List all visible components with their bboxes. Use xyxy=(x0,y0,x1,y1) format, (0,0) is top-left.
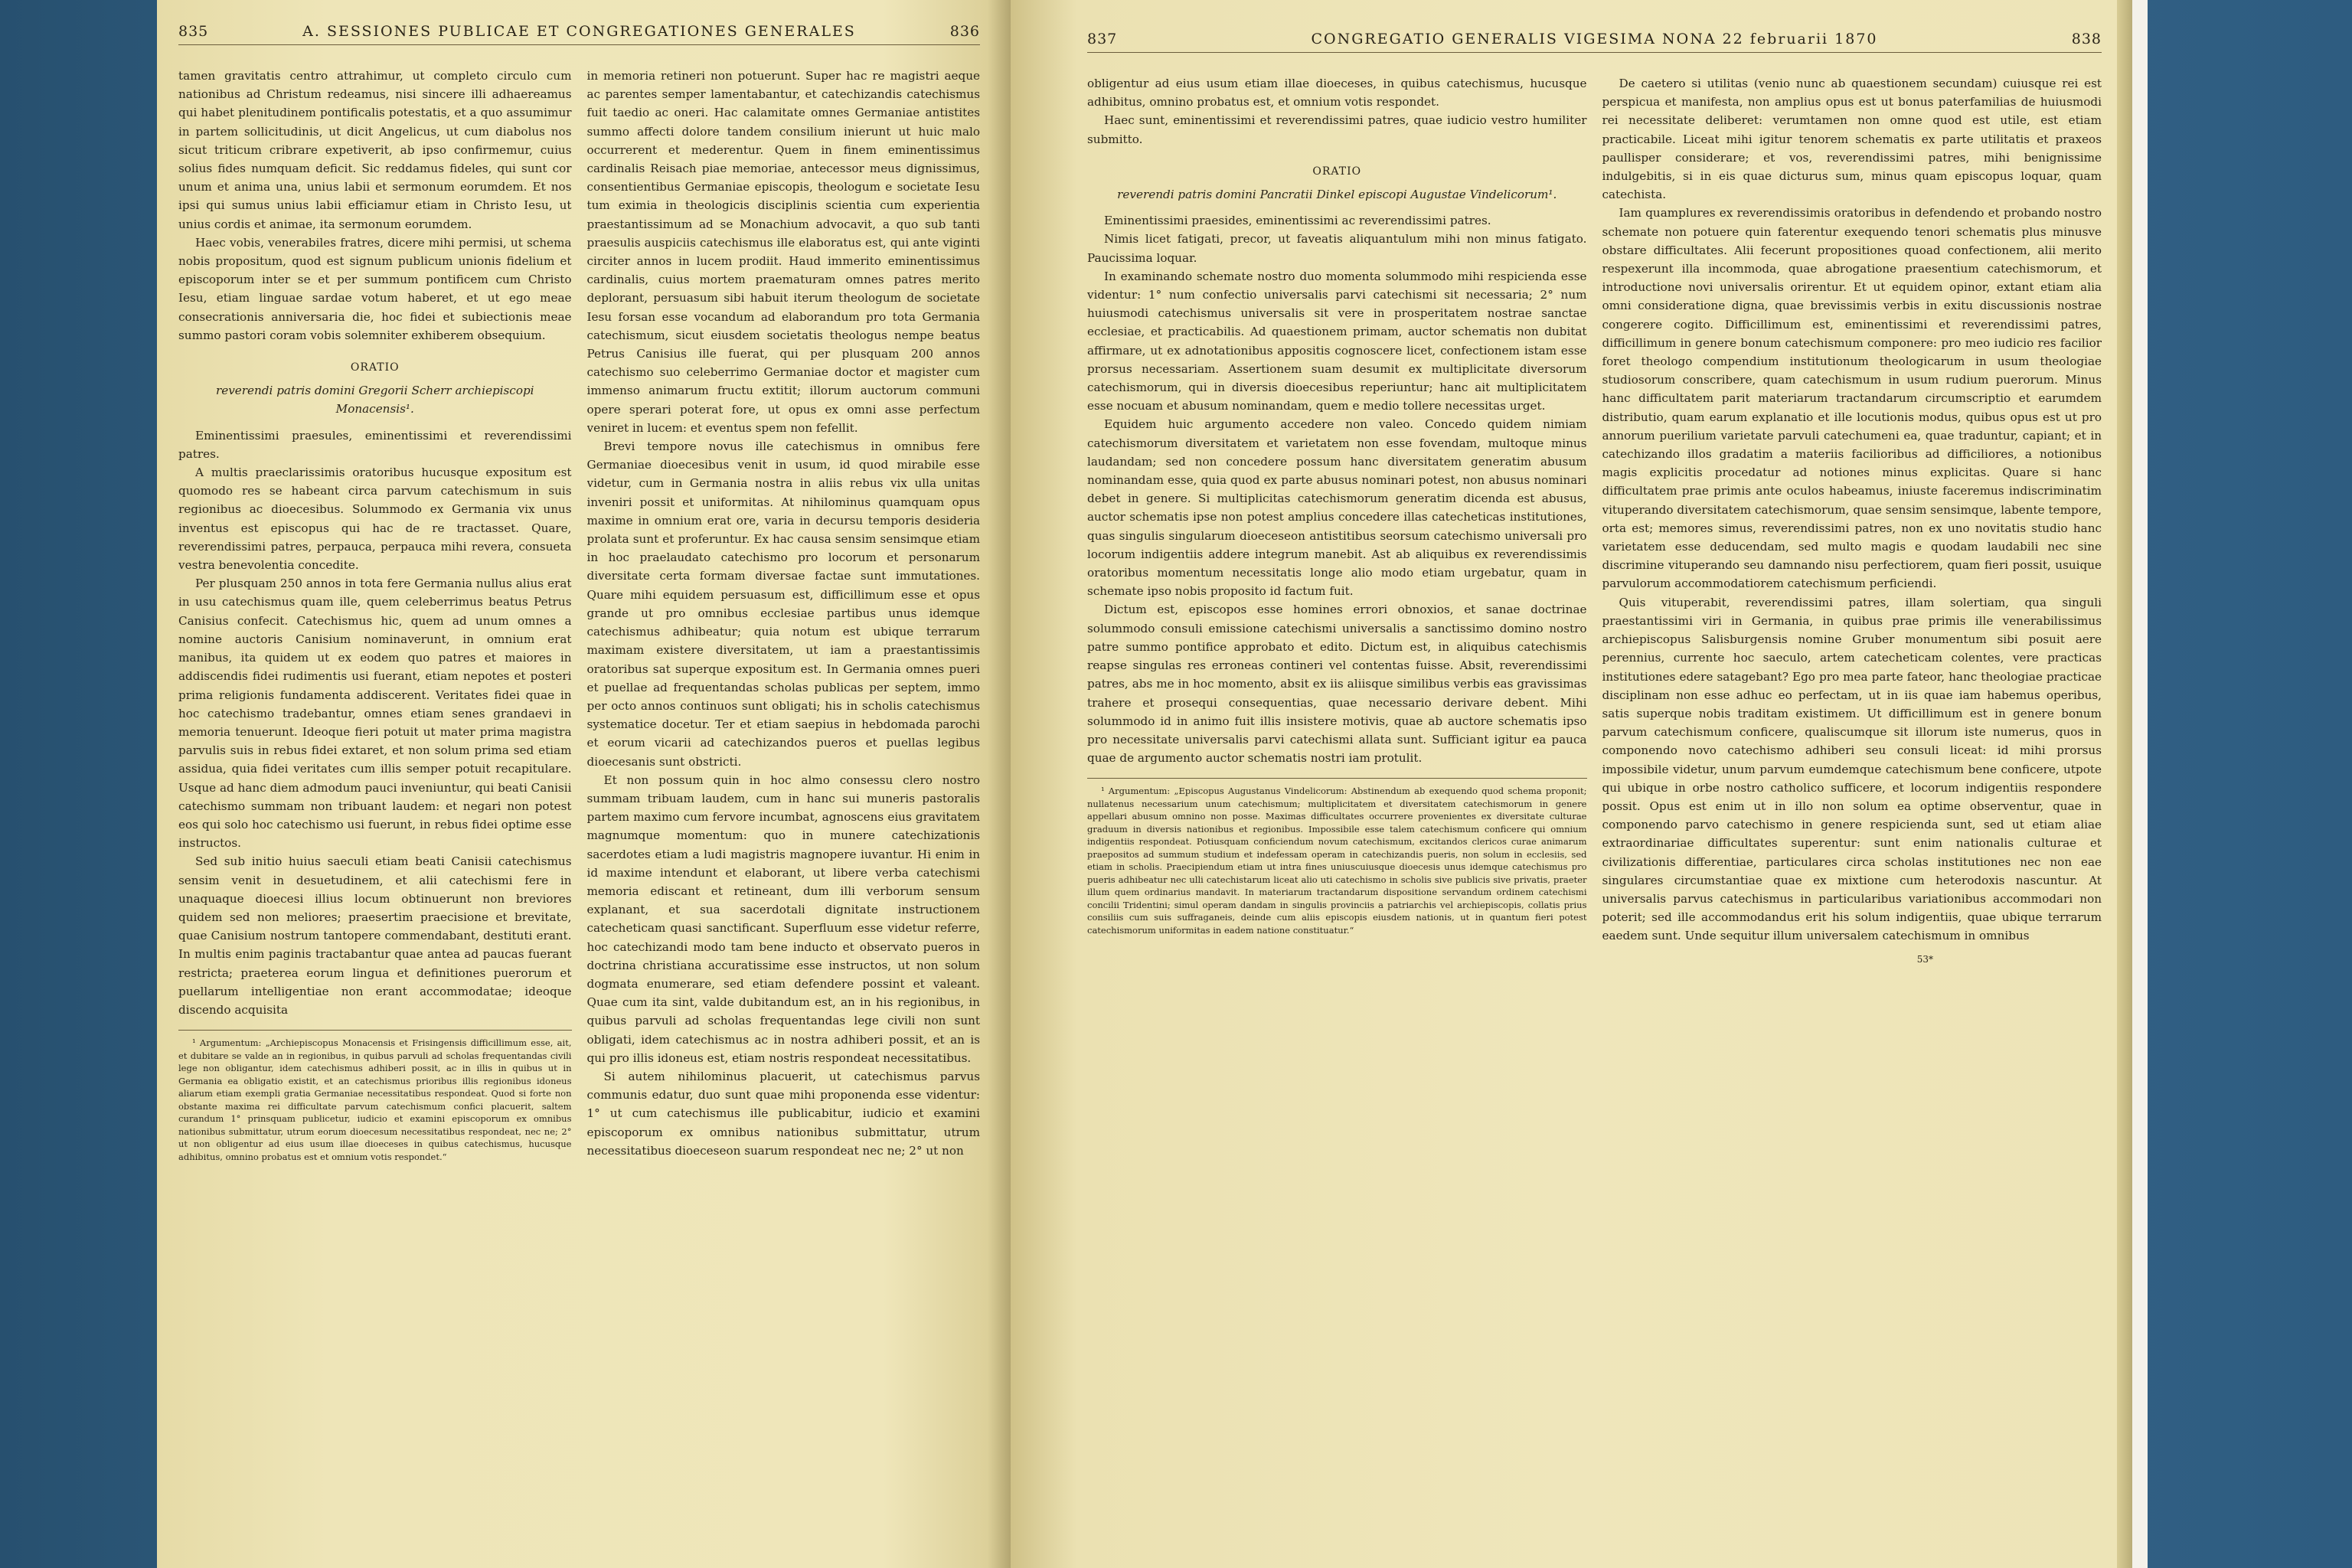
footnote xyxy=(178,1030,572,1163)
paragraph: Sed sub initio huius saeculi etiam beati Canisii catechismus sensim venit in desuetudinem, et alii catechismi fere in unaquaque dioecesi illius locum obtinuerunt non breviores quidem sed non meliores; praesertim praecisione et brevitate, quae Canisium nostrum tantopere commendabant, destituti erant. In multis enim paginis tractabantur quae antea ad paucas fuerant restricta; praeterea eorum lingua et definitiones puerorum et puellarum intelligentiae non erant accommodatae; ideoque discendo acquisita xyxy=(178,854,572,1017)
right-page xyxy=(1011,0,2117,1568)
left-page-header xyxy=(178,23,980,45)
paragraph: tamen gravitatis centro attrahimur, ut completo circulo cum nationibus ad Christum redeamus, nisi sincere illi adhaereamus qui habet plenitudinem pontificalis potestatis, et a quo assumimur in partem sollicitudinis, ut dicit Angelicus, ut cum diabolus nos sicut triticum cribrare expetiverit, ab ipso confirmemur, cuius solius fides numquam deficit. Sic reddamus fideles, qui sunt cor unum et anima una, unius labii et sermonum eorumdem. Et nos ipsi qui sumus unius labii efficiamur etiam in Christo Iesu, ut unius cordis et animae, ita sermonum eorumdem. xyxy=(178,69,572,231)
paragraph: Nimis licet fatigati, precor, ut faveatis aliquantulum mihi non minus fatigato. Paucissima loquar. xyxy=(1087,232,1587,265)
footnote-text: ¹ Argumentum: „Episcopus Augustanus Vindelicorum: Abstinendum ab exequendo quod schema proponit; nullatenus necessarium unum catechismum; multiplicitatem et diversitatem catechismorum in genere appellari abusum omnino non posse. Maximas difficultates occurrere provenientes ex diversitate culturae graduum in diversis nationibus et regionibus. Impossibile esse talem catechismum conficere qui omnium indigentiis respondeat. Potiusquam conficiendum novum catechismum, excitandos clericos curae animarum praepositos ad summum studium et indefessam operam in catechizandis pueris, non solum in ecclesiis, sed etiam in scholis. Praecipiendum etiam ut intra fines uniuscuiusque dioecesis unus idemque catechismus pro pueris adhibeatur nec ulli catechistarum liceat alio uti catechismo in scholis sive publicis sive privatis, praeter illum quem ordinarius mandavit. In materiarum tractandarum dispositione servandum ordinem catechismi concilii Tridentini; simul operam dandam in singulis provinciis a patriarchis vel archiepiscopis, collatis prius consiliis cum suis suffraganeis, deinde cum aliis episcopis eiusdem nationis, ut in quantum fieri potest catechismorum uniformitas in eadem natione constituatur.“ xyxy=(1087,786,1587,936)
paragraph: Si autem nihilominus placuerit, ut catechismus parvus communis edatur, duo sunt quae mihi proponenda esse videntur: 1° ut cum catechismus ille publicabitur, iudicio et examini episcoporum ex omnibus nationibus submittatur, utrum necessitatibus dioeceseon suarum respondeat nec ne; 2° ut non xyxy=(586,1069,980,1158)
paragraph: Quis vituperabit, reverendissimi patres, illam solertiam, qua singuli praestantissimi viri in Germania, in quibus prae primis ille venerabilissimus archiepiscopus Salisburgensis nomine Gruber monumentum sibi posuit aere perennius, currente hoc saeculo, artem catecheticam colentes, vere practicas institutiones edere satagebant? Ego pro mea parte fateor, hanc theologiae practicae disciplinam non esse adhuc eo perfectam, ut in iis quae iam habemus operibus, satis superque nobis traditam existimem. Ut difficillimum est in genere bonum parvum catechismum conficere, qualiscumque sit illorum iste numerus, quos in componendo novo catechismo adhiberi seu consuli liceat: id mihi prorsus impossibile videtur, unum parvum eumdemque catechismum bene conficere, utpote qui ubique in orbe nostro catholico sufficere, et locorum indigentiis respondere possit. Opus est enim ut in illo non solum ea optime observentur, quae in componendo parvo catechismo in genere respicienda sunt, sed ut etiam aliae extraordinariae difficultates superentur: sunt enim nationalis culturae et civilizationis differentiae, particulares circa scholas institutiones nec non eae singulares circumstantiae quae ex mixtione cum heterodoxis nascuntur. At universalis parvus catechismus in particularibus variationibus accommodari non poterit; sed ille accommodandus erit his solum indigentiis, quae ubique terrarum eaedem sunt. Unde sequitur illum universalem catechismum in omnibus xyxy=(1602,595,2102,943)
left-page-columns xyxy=(178,67,980,1537)
right-page-header xyxy=(1087,31,2102,53)
paragraph: Et non possum quin in hoc almo consessu clero nostro summam tribuam laudem, cum in hanc sui muneris pastoralis partem maximo cum fervore incumbat, agnoscens eius gravitatem magnumque momentum: quo in munere catechizationis sacerdotes etiam a ludi magistris magnopere iuvantur. Hi enim in id maxime intendunt et elaborant, ut libere verba catechismi memoria ediscant et retineant, dum illi verborum sensum explanant, et sua sacerdotali dignitate instructionem catecheticam quasi sanctificant. Superfluum esse videtur referre, hoc catechizandi modo tam bene inducto et observato pueros in doctrina christiana accuratissime esse instructos, ut non solum dogmata enumerare, sed etiam defendere possint et valeant. Quae cum ita sint, valde dubitandum est, an in his regionibus, in quibus parvuli ad scholas frequentandas lege civili non sunt obligati, idem catechismus ac in nostra adhiberi possit, et an is qui pro illis idoneus est, etiam nostris respondeat necessitatibus. xyxy=(586,773,980,1065)
page-number-838: 838 xyxy=(2071,31,2102,47)
right-column-1 xyxy=(1087,74,1587,1544)
paper-strip xyxy=(2132,0,2148,1568)
paragraph: Dictum est, episcopos esse homines errori obnoxios, et sanae doctrinae solummodo consuli emissione catechismi universalis a sanctissimo domino nostro patre summo pontifice approbato et edito. Dictum est, in aliquibus catechismis reapse singulas res erroneas contineri vel contentas fuisse. Absit, reverendissimi patres, abs me in hoc momento, absit ex iis aliisque similibus verbis eas gravissimas trahere et prosequi consequentias, quae necessario derivare debent. Mihi solummodo id in animo fuit illis insistere motivis, quae ab auctore schematis ipso pro necessitate universalis parvi catechismi allata sunt. Sufficiant igitur ea pauca quae de argumento auctor schematis nostri iam protulit. xyxy=(1087,603,1587,766)
page-number-835: 835 xyxy=(178,23,209,40)
paragraph: A multis praeclarissimis oratoribus hucusque expositum est quomodo res se habeant circa parvum catechismum in suis regionibus ac dioecesibus. Solummodo ex Germania vix unus inventus est episcopus qui hac de re tractasset. Quare, reverendissimi patres, perpauca, perpauca mihi revera, consueta vestra benevolentia concedite. xyxy=(178,466,572,573)
oratio-speaker: reverendi patris domini Gregorii Scherr archiepiscopi Monacensis¹. xyxy=(215,384,534,416)
left-column-2 xyxy=(587,67,981,1537)
running-title: A. SESSIONES PUBLICAE ET CONGREGATIONES GENERALES xyxy=(302,23,856,40)
signature-mark: 53* xyxy=(1916,953,1933,965)
oratio-heading: ORATIO xyxy=(1312,165,1362,178)
oratio-speaker: reverendi patris domini Pancratii Dinkel episcopi Augustae Vindelicorum¹. xyxy=(1117,188,1557,202)
footnote-text: ¹ Argumentum: „Archiepiscopus Monacensis et Frisingensis difficillimum esse, ait, et dubitare se valde an in regionibus, in quibus parvuli ad scholas frequentandas civili lege non obligantur, idem catechismus adhiberi possit, ac in illis in quibus ut in Germania ea obligatio existit, et an catechismus prioribus illis regionibus idoneus aliarum etiam exempli gratia Germaniae necessitatibus respondeat. Quod si forte non obstante maxima rei difficultate parvum catechismum confici placuerit, saltem curandum 1° prinsquam publicetur, iudicio et examini episcoporum ex omnibus nationibus submittatur, utrum eorum dioecesum necessitatibus respondeat, nec ne; 2° ut non obligentur ad eius usum illae dioeceses in quibus catechismus, hucusque adhibitus, omnino probatus est et omnium votis respondet.“ xyxy=(178,1037,572,1162)
paragraph: Haec sunt, eminentissimi et reverendissimi patres, quae iudicio vestro humiliter submitto. xyxy=(1087,113,1587,146)
paragraph: Brevi tempore novus ille catechismus in omnibus fere Germaniae dioecesibus venit in usum, id quod mirabile esse videtur, cum in Germania nostra in aliis rebus vix ulla unitas inveniri possit et uniformitas. At nihilominus quamquam opus maxime in omnium erat ore, varia in decursu temporis desideria prolata sunt et proferuntur. Ex hac causa sensim sensimque etiam in hoc praelaudato catechismo pro locorum et personarum diversitate certa formam diversae factae sunt immutationes. Quare mihi equidem persuasum est, difficillimum esse et opus grande ut pro omnibus ecclesiae partibus unus idemque catechismus adhibeatur; quia notum est ubique terrarum maximam existere diversitatem, ut iam a praestantissimis oratoribus sat superque expositum est. In Germania omnes pueri et puellae ad frequentandas scholas publicas per septem, immo per octo annos continuos sunt obligati; his in scholis catechismus systematice docetur. Ter et etiam saepius in hebdomada parochi et eorum vicarii ad catechizandos pueros et puellas legibus dioecesanis sunt obstricti. xyxy=(586,439,980,769)
paragraph: Per plusquam 250 annos in tota fere Germania nullus alius erat in usu catechismus quam ille, quem celeberrimus beatus Petrus Canisius confecit. Catechismus hic, quem ad unum omnes a nomine auctoris Canisium nominaverunt, in omnium erat manibus, ita quidem ut ex eodem quo patres et maiores in addiscendis fidei rudimentis usi fuerant, etiam nepotes et posteri prima religionis fundamenta addiscerent. Veritates fidei quae in hoc catechismo tradebantur, omnes etiam senes grandaevi in memoria tenuerunt. Ideoque fieri potuit ut mater prima magistra parvulis suis in rebus fidei extaret, et non solum prima sed etiam assidua, quia fidei veritates cum illis semper potuit recapitulare. Usque ad hanc diem admodum pauci inveniuntur, qui beati Canisii catechismo summam non tribuant laudem: et negari non potest eos qui solo hoc catechismo usi fuerunt, in rebus fidei optime esse instructos. xyxy=(178,577,572,851)
paragraph: obligentur ad eius usum etiam illae dioeceses, in quibus catechismus, hucusque adhibitus, omnino probatus est, et omnium votis respondet. xyxy=(1087,77,1587,109)
footnote xyxy=(1087,778,1587,936)
book-edge xyxy=(2117,0,2132,1568)
page-number-836: 836 xyxy=(949,23,980,40)
paragraph: Eminentissimi praesides, eminentissimi ac reverendissimi patres. xyxy=(1104,214,1491,228)
oratio-heading: ORATIO xyxy=(350,361,400,374)
paragraph: In examinando schemate nostro duo momenta solummodo mihi respicienda esse videntur: 1° num confectio universalis parvi catechismi sit necessaria; 2° num huiusmodi catechismus universalis sit vere in prosperitatem nostrae sanctae ecclesiae, et practicabilis. Ad quaestionem primam, auctor schematis non dubitat affirmare, ut ex adnotationibus appositis cognoscere licet, confectionem istam esse prorsus necessariam. Assertionem suam desumit ex multiplicitate diversorum catechismorum, qui in diversis dioecesibus reperiuntur; hanc ait multiplicitatem esse nocuam et abusum nominandam, quem e medio tollere necessitas urget. xyxy=(1087,269,1587,413)
left-column-1 xyxy=(178,67,572,1537)
left-page xyxy=(157,0,1011,1568)
paragraph: in memoria retineri non potuerunt. Super hac re magistri aeque ac parentes semper lamentabantur, et catechizandis catechismus fuit taedio ac oneri. Hac calamitate omnes Germaniae antistites summo affecti dolore tandem consilium inierunt ut huic malo occurrerent et mederentur. Quem in finem eminentissimus cardinalis Reisach piae memoriae, antecessor meus dignissimus, consentientibus Germaniae episcopis, theologum e societate Iesu tum eximia in theologicis disciplinis scientia cum experientia praestantissimum ad se Monachium advocavit, a quo sub tanti praesulis auspiciis catechismus ille elaboratus est, qui ante viginti circiter annos in lucem prodiit. Haud immerito eminentissimus cardinalis, cuius mortem praematuram omnes patres merito deplorant, persuasum sibi habuit iterum theologum de societate Iesu forsan esse vocandum ad elaborandum pro tota Germania catechismum, sicut eiusdem societatis theologus nempe beatus Petrus Canisius ille fuerat, qui per plusquam 200 annos catechismo suo celeberrimo Germaniae doctor et magister cum immenso animarum fructu extitit; illorum auctorum communi opere sperari poterat fore, ut opus ex omni asse perfectum veniret in lucem: et eventus spem non fefellit. xyxy=(586,69,980,435)
paragraph: Eminentissimi praesules, eminentissimi et reverendissimi patres. xyxy=(178,428,572,461)
paragraph: Haec vobis, venerabiles fratres, dicere mihi permisi, ut schema nobis propositum, quod est signum publicum unionis fidelium et episcoporum inter se et per summum pontificem cum Christo Iesu, etiam linguae sardae votum haberet, et ut ego meae consecrationis anniversaria die, hoc fidei et subiectionis meae summo pastori coram vobis solemniter exhiberem obsequium. xyxy=(178,235,572,342)
paragraph: De caetero si utilitas (venio nunc ab quaestionem secundam) cuiusque rei est perspicua et manifesta, non amplius opus est ut bonus paterfamilias de huiusmodi rei necessitate deliberet: verumtamen non omne quod est utile, est etiam practicabile. Liceat mihi igitur tenorem schematis ex parte utilitatis et praxeos paullisper considerare; et vos, reverendissimi patres, mihi benignissime indulgebitis, si in eis quae dicturus sum, minus quam episcopus loquar, quam catechista. xyxy=(1602,77,2102,202)
right-page-columns xyxy=(1087,74,2102,1544)
right-column-2 xyxy=(1602,74,2102,1544)
page-number-837: 837 xyxy=(1087,31,1118,47)
paragraph: Iam quamplures ex reverendissimis oratoribus in defendendo et probando nostro schemate non potuere quin faterentur exequendo tenori schematis plus minusve obstare difficultates. Alii fecerunt propositiones quoad confectionem, alii merito respexerunt illa incommoda, quae abrogatione praesentium catechismorum, et introductione novi universalis orirentur. Et ut equidem opinor, extant etiam alia omni consideratione digna, quae brevissimis verbis in exitu discussionis nostrae congerere cogito. Difficillimum est, eminentissimi et reverendissimi patres, difficillimum in genere bonum catechismum componere: pro meo iudicio res facilior foret theologo compendium institutionum theologicarum in usum theologiae studiosorum conscribere, quam catechismum in usum rudium puerorum. Minus hanc difficultatem parit materiarum tractandarum circumscriptio et earumdem distributio, quam earum explanatio et ille locutionis modus, quibus opus est ut pro annorum puerilium varietate parvuli catechumeni ea, quae traduntur, capiant; et in catechizando illos gradatim a materiis facilioribus ad difficiliores, a notionibus magis explicitis procedatur ad notiones minus explicitas. Quare si hanc difficultatem prae primis ante oculos habeamus, iniuste faceremus indiscriminatim vituperando diversitatem catechismorum, quae sensim sensimque, labente tempore, orta est; memores simus, reverendissimi patres, non ex uno novitatis studio hanc varietatem esse deducendam, sed multo magis e quodam laudabili nec sine discrimine vituperando seu damnando nisu perfectiorem, quam fieri possit, usuique parvulorum accommodatiorem catechismum perficiendi. xyxy=(1602,206,2102,591)
running-title: CONGREGATIO GENERALIS VIGESIMA NONA 22 februarii 1870 xyxy=(1311,31,1878,47)
paragraph: Equidem huic argumento accedere non valeo. Concedo quidem nimiam catechismorum diversitatem et varietatem non esse fovendam, multoque minus laudandam; sed non concedere possum hanc diversitatem generatim abusum nominandam esse, quia quod ex parte abusus nominari potest, non abusus nominari debet in genere. Si multiplicitas catechismorum generatim dicenda est abusus, auctor schematis ipse non potest amplius concedere illas catecheticas institutiones, quas singulis singularum dioeceseon antistitibus seorsum catechismo universali pro locorum indigentiis addere integrum manebit. Ast ab aliquibus ex reverendissimis oratoribus momentum necessitatis longe alio modo etiam urgebatur, quam in schemate ipso nobis proposito id factum fuit. xyxy=(1087,417,1587,599)
